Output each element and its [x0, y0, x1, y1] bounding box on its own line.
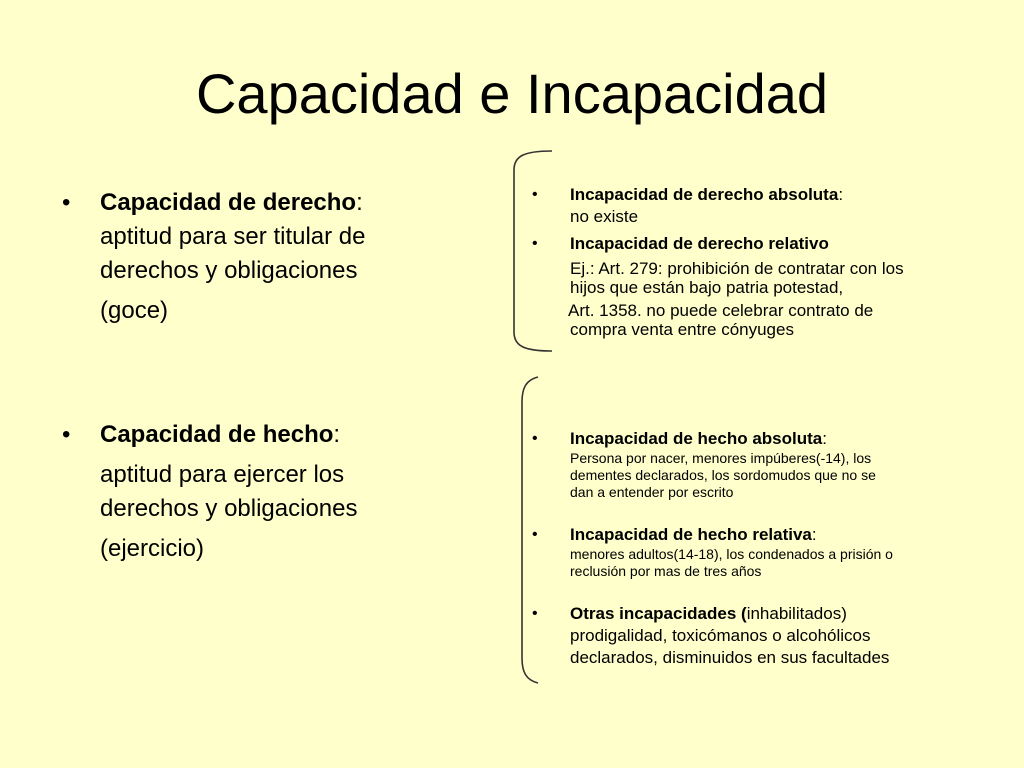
capacidad-hecho-line1: aptitud para ejercer los: [100, 461, 345, 488]
capacidad-derecho-line1: aptitud para ser titular de: [100, 223, 366, 250]
incapacidad-hecho-absoluta-term: Incapacidad de hecho absoluta: [570, 429, 823, 448]
example-art-1358-line1: Art. 1358. no puede celebrar contrato de: [568, 301, 874, 320]
hecho-relativa-line2: reclusión por mas de tres años: [570, 563, 762, 579]
capacidad-hecho-term: Capacidad de hecho: [100, 421, 334, 448]
bullet: •: [532, 430, 538, 447]
otras-incapacidades-term: Otras incapacidades (: [570, 604, 747, 623]
otras-incapacidades-line3: declarados, disminuidos en sus facultades: [570, 648, 890, 667]
bullet: •: [532, 186, 538, 203]
incapacidad-derecho-absoluta-item: [532, 184, 972, 228]
hecho-relativa-line1: menores adultos(14-18), los condenados a prisión o: [570, 546, 893, 562]
incapacidad-hecho-absoluta-item: [532, 428, 972, 501]
capacidad-hecho-line2: derechos y obligaciones: [100, 495, 358, 522]
hecho-absoluta-line2: dementes declarados, los sordomudos que no se: [570, 467, 876, 483]
incapacidad-derecho-relativo-item: [532, 233, 972, 339]
bullet: •: [532, 526, 538, 543]
example-art-1358-line2: compra venta entre cónyuges: [570, 320, 794, 339]
bullet: •: [62, 189, 71, 216]
colon: :: [811, 525, 817, 544]
colon: :: [822, 429, 827, 448]
example-art-279-line1: Ej.: Art. 279: prohibición de contratar con los: [570, 259, 904, 278]
bullet: •: [532, 605, 538, 622]
incapacidad-hecho-relativa-term: Incapacidad de hecho relativa: [570, 525, 812, 544]
incapacidad-hecho-relativa-item: [532, 524, 972, 580]
capacidad-derecho-term: Capacidad de derecho: [100, 189, 357, 216]
incapacidad-derecho-absoluta-text: no existe: [570, 207, 639, 226]
hecho-absoluta-line3: dan a entender por escrito: [570, 484, 734, 500]
slide-title: Capacidad e Incapacidad: [195, 62, 829, 125]
bullet: •: [532, 235, 538, 252]
incapacidad-derecho-absoluta-term: Incapacidad de derecho absoluta: [570, 185, 839, 204]
colon: :: [333, 421, 341, 448]
capacidad-derecho-extra: (goce): [100, 297, 169, 324]
hecho-absoluta-line1: Persona por nacer, menores impúberes(-14), los: [570, 450, 872, 466]
otras-incapacidades-item: [532, 603, 972, 669]
otras-incapacidades-line2: prodigalidad, toxicómanos o alcohólicos: [570, 626, 871, 645]
bullet: •: [62, 421, 71, 448]
capacidad-derecho-line2: derechos y obligaciones: [100, 257, 358, 284]
example-art-279-line2: hijos que están bajo patria potestad,: [570, 278, 844, 297]
incapacidad-derecho-relativo-term: Incapacidad de derecho relativo: [570, 234, 829, 253]
capacidad-derecho-item: [62, 186, 442, 328]
capacidad-hecho-item: [62, 418, 442, 566]
capacidad-hecho-extra: (ejercicio): [100, 535, 205, 562]
colon: :: [356, 189, 363, 216]
colon: :: [838, 185, 844, 204]
otras-incapacidades-text: inhabilitados): [746, 604, 847, 623]
